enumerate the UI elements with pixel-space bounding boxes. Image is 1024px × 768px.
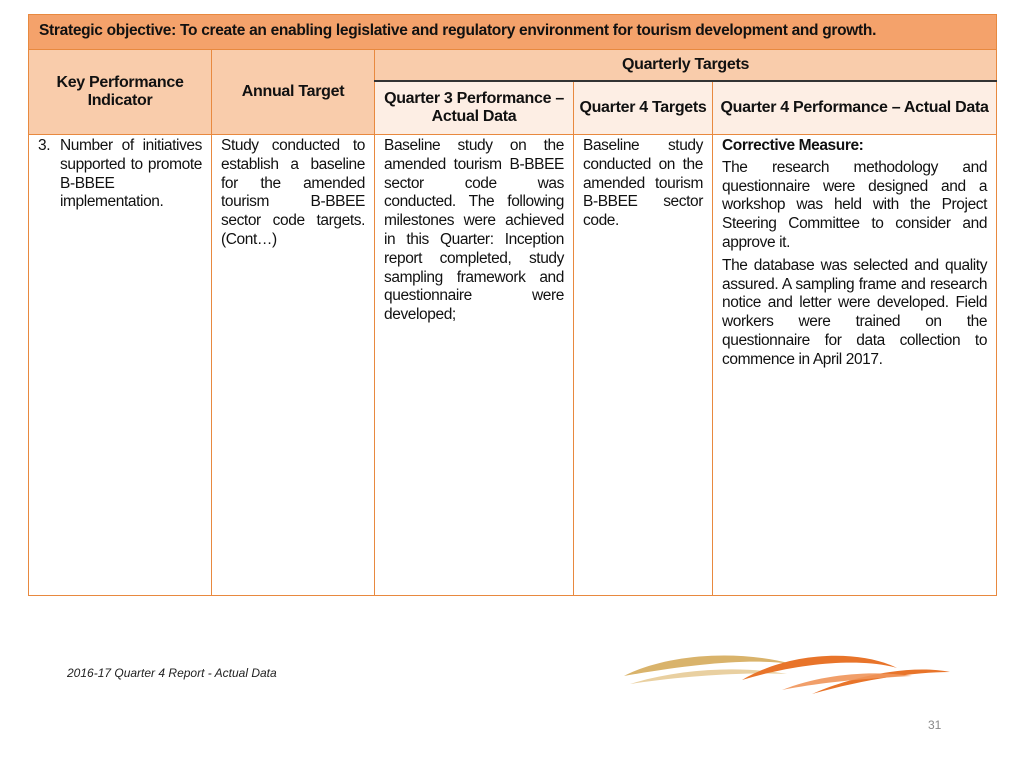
cell-q4-targets: Baseline study conducted on the amended tourism B-BBEE sector code.	[574, 135, 713, 596]
cell-q4-performance	[713, 135, 997, 596]
corrective-measure-para-2: The database was selected and quality assured. A sampling frame and research notice and letter were developed. Field workers were trained on the questionnaire for data collection to commence in April 2017.	[722, 256, 988, 368]
corrective-measure-title: Corrective Measure:	[722, 137, 864, 154]
cell-q3-performance: Baseline study on the amended tourism B-BBEE sector code was conducted. The following milestones were achieved in this Quarter: Inception report completed, study sampling framework and questionnaire were developed;	[375, 135, 574, 596]
corrective-measure-para-1: The research methodology and questionnaire were designed and a workshop was held with the Project Steering Committee to consider and approve it.	[722, 158, 988, 251]
cell-annual-target: Study conducted to establish a baseline for the amended tourism B-BBEE sector code targets. (Cont…)	[212, 135, 375, 596]
header-kpi: Key Performance Indicator	[29, 50, 212, 135]
strategic-objective: Strategic objective: To create an enabling legislative and regulatory environment for tourism development and growth.	[29, 15, 997, 50]
header-quarterly-targets: Quarterly Targets	[375, 50, 997, 82]
performance-table	[28, 14, 997, 596]
kpi-text: Number of initiatives supported to promote B-BBEE implementation.	[60, 137, 202, 211]
header-q3-performance: Quarter 3 Performance – Actual Data	[375, 81, 574, 135]
cell-kpi	[29, 135, 212, 596]
swoosh-logo-icon	[622, 650, 952, 702]
report-table-container	[28, 14, 996, 596]
header-annual-target: Annual Target	[212, 50, 375, 135]
page-number: 31	[928, 718, 942, 732]
header-q4-targets: Quarter 4 Targets	[574, 81, 713, 135]
table-row	[29, 135, 997, 596]
kpi-number: 3.	[38, 137, 51, 154]
footer-report-label: 2016-17 Quarter 4 Report - Actual Data	[67, 666, 277, 680]
header-q4-performance: Quarter 4 Performance – Actual Data	[713, 81, 997, 135]
